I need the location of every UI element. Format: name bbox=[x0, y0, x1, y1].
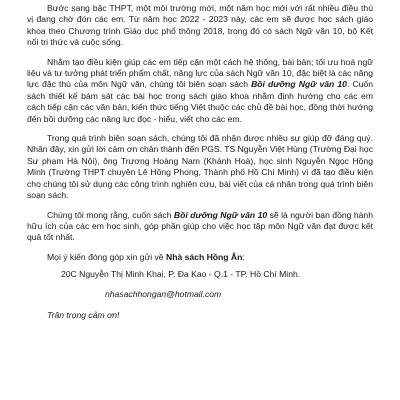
book-title: Bồi dưỡng Ngữ văn 10 bbox=[251, 79, 347, 90]
purpose-text-start: Nhằm tạo điều kiện giúp các em tiếp cận một cách hệ thống, bài bản; tối ưu hoá ngữ liệu và tư tưởng phát triển phẩm chất, năng lực của sách Ngữ văn 10, đặc biệt là các năng lực đặc thù của môn Ngữ văn, chúng tôi biên soạn sách bbox=[27, 56, 373, 90]
hope-text-end: sẽ là người bạn đồng hành hữu ích của các em học sinh, góp phần giúp cho việc học tập môn Ngữ văn đạt được kết quả tốt nhất. bbox=[27, 209, 373, 243]
publisher-email: nhasachhongan@hotmail.com bbox=[105, 288, 222, 299]
feedback-colon: : bbox=[242, 251, 245, 262]
hope-text-start: Chúng tôi mong rằng, cuốn sách bbox=[47, 209, 174, 220]
book-title-2: Bồi dưỡng Ngữ văn 10 bbox=[173, 209, 268, 220]
purpose-paragraph bbox=[27, 57, 373, 125]
acknowledgement-paragraph: Trong quá trình biên soạn sách, chúng tôi đã nhận được nhiều sự giúp đỡ đáng quý. Nhân đây, xin gửi lời cảm ơn chân thành đến PGS. TS Nguyễn Việt Hùng (Trường Đại học Sư phạm Hà Nội), ông Trương Hoàng Nam (Khánh Hoà), học sinh Nguyễn Ngọc Hồng Minh (Trường THPT chuyên Lê Hồng Phong, Thành phố Hồ Chí Minh) vì đã tạo điều kiện cho chúng tôi sử dụng các công trình nghiên cứu, bài viết của cá nhân trong quá trình biên soạn sách. bbox=[27, 133, 373, 201]
hope-paragraph bbox=[27, 210, 373, 244]
closing-thanks: Trân trọng cảm ơn! bbox=[47, 309, 120, 320]
intro-paragraph: Bước sang bậc THPT, một môi trường mới, một năm học mới với rất nhiều điều thú vị đang chờ đón các em. Từ năm học 2022 - 2023 này, các em sẽ được học sách giáo khoa theo Chương trình Giáo dục phổ thông 2018, trong đó có sách Ngữ văn 10, bộ Kết nối tri thức và cuộc sống. bbox=[27, 3, 373, 48]
publisher-address: 20C Nguyễn Thị Minh Khai, P. Đa Kao - Q.1 - TP. Hồ Chí Minh. bbox=[61, 269, 301, 280]
feedback-text: Mọi ý kiến đóng góp xin gửi về bbox=[47, 251, 166, 262]
feedback-paragraph bbox=[27, 252, 373, 263]
email-line bbox=[27, 289, 373, 300]
purpose-text-end: . Cuốn sách thiết kế bám sát các bài học trong sách giáo khoa nhằm định hướng cho các em cách tiếp cận các văn bản, kiến thức tiếng Việt thuộc các chủ đề bài học, đồng thời hướng đến bồi dưỡng các năng lực đọc - hiểu, viết cho các em. bbox=[27, 79, 373, 124]
publisher-name: Nhà sách Hồng Ân bbox=[165, 251, 243, 262]
